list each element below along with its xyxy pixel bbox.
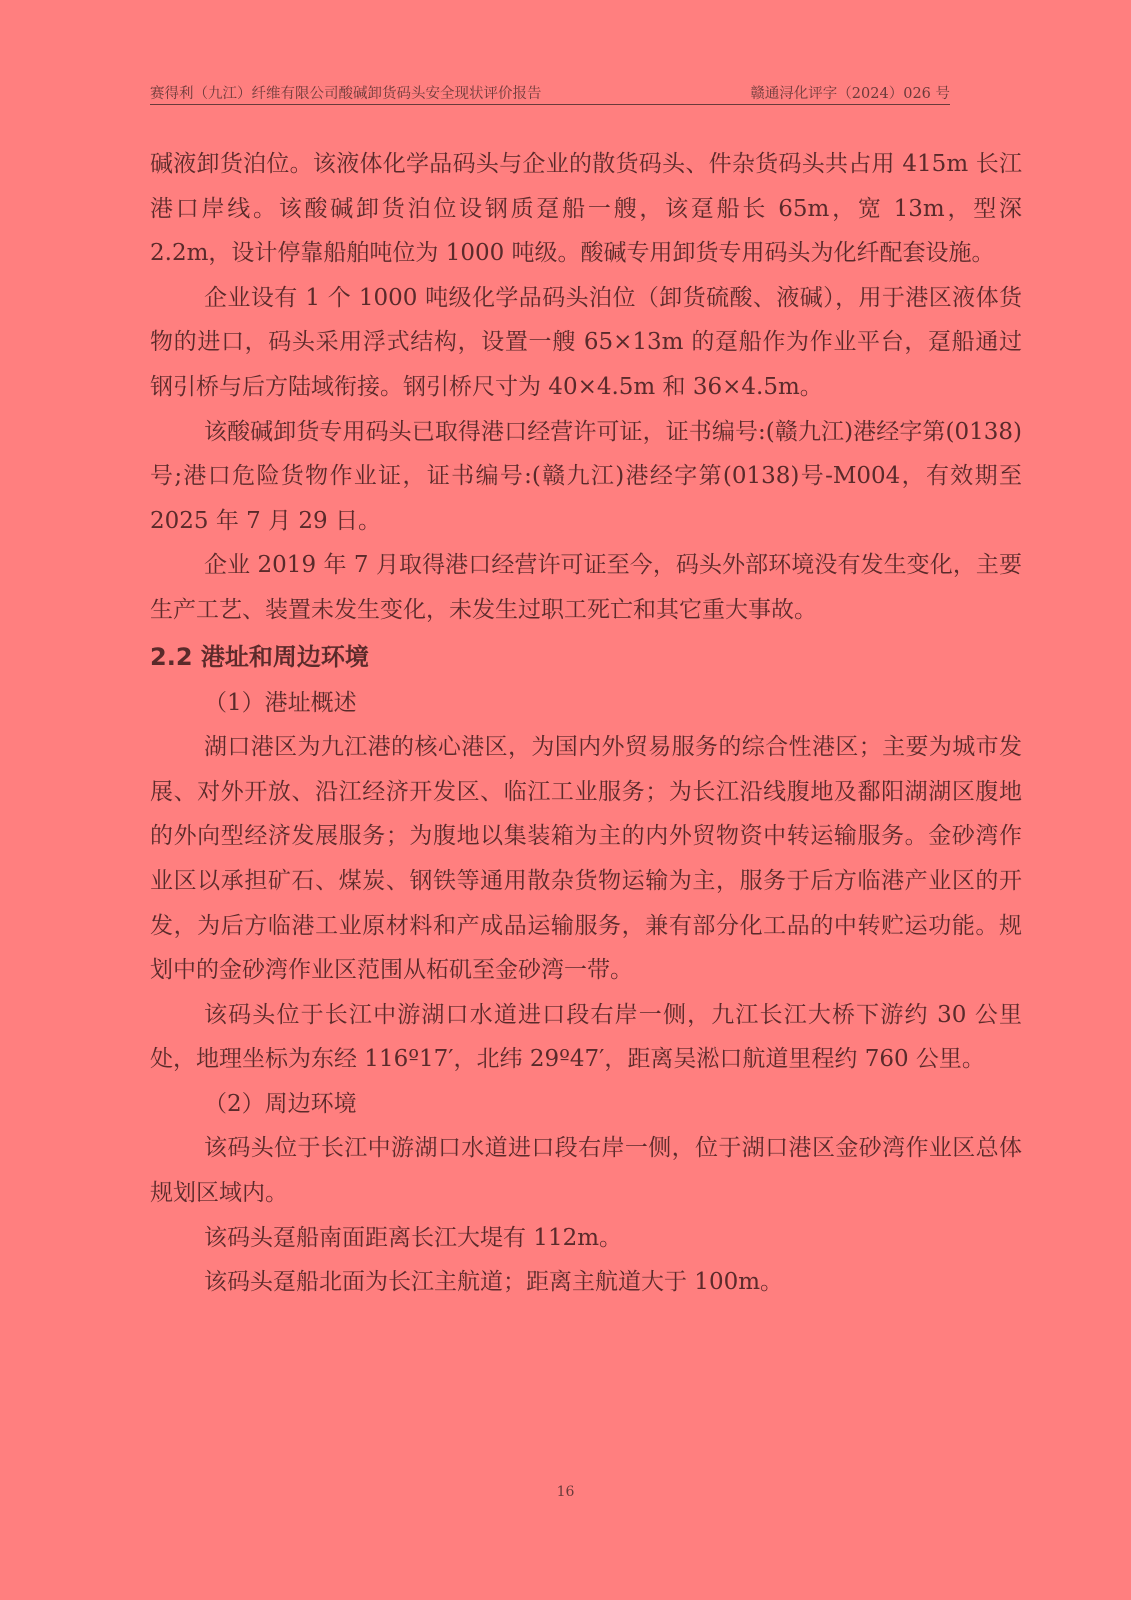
subheading-surroundings: （2）周边环境 <box>204 1090 357 1117</box>
header-report-number: 赣通浔化评字（2024）026 号 <box>750 86 950 102</box>
page-number: 16 <box>556 1484 575 1500</box>
page-header <box>150 80 950 105</box>
paragraph-surroundings-1: 该码头位于长江中游湖口水道进口段右岸一侧，位于湖口港区金砂湾作业区总体规划区域内。 <box>150 1135 1022 1207</box>
paragraph-berth: 企业设有 1 个 1000 吨级化学品码头泊位（卸货硫酸、液碱），用于港区液体货物的进口，码头采用浮式结构，设置一艘 65×13m 的趸船作为作业平台，趸船通过钢引桥与后方陆域衔接。钢引桥尺寸为 40×4.5m 和 36×4.5m。 <box>150 284 1022 400</box>
body-text <box>150 142 1022 1305</box>
paragraph-history: 企业 2019 年 7 月取得港口经营许可证至今，码头外部环境没有发生变化，主要生产工艺、装置未发生变化，未发生过职工死亡和其它重大事故。 <box>150 552 1022 623</box>
paragraph-location: 该码头位于长江中游湖口水道进口段右岸一侧，九江长江大桥下游约 30 公里处，地理坐标为东经 116º17′，北纬 29º47′，距离吴淞口航道里程约 760 公里。 <box>150 1001 1022 1073</box>
paragraph-license: 该酸碱卸货专用码头已取得港口经营许可证，证书编号:(赣九江)港经字第(0138)号;港口危险货物作业证，证书编号:(赣九江)港经字第(0138)号-M004，有效期至 2025 年 7 月 29 日。 <box>150 418 1022 534</box>
paragraph-surroundings-3: 该码头趸船北面为长江主航道；距离主航道大于 100m。 <box>204 1269 784 1296</box>
paragraph-surroundings-2: 该码头趸船南面距离长江大堤有 112m。 <box>204 1224 623 1251</box>
paragraph-continuation: 碱液卸货泊位。该液体化学品码头与企业的散货码头、件杂货码头共占用 415m 长江港口岸线。该酸碱卸货泊位设钢质趸船一艘，该趸船长 65m，宽 13m，型深 2.2m，设计停靠船舶吨位为 1000 吨级。酸碱专用卸货专用码头为化纤配套设施。 <box>150 151 1022 267</box>
paragraph-port-area: 湖口港区为九江港的核心港区，为国内外贸易服务的综合性港区；主要为城市发展、对外开放、沿江经济开发区、临江工业服务；为长江沿线腹地及鄱阳湖湖区腹地的外向型经济发展服务；为腹地以集装箱为主的内外贸物资中转运输服务。金砂湾作业区以承担矿石、煤炭、钢铁等通用散杂货物运输为主，服务于后方临港产业区的开发，为后方临港工业原材料和产成品运输服务，兼有部分化工品的中转贮运功能。规划中的金砂湾作业区范围从柘矶至金砂湾一带。 <box>150 734 1022 984</box>
subheading-site-overview: （1）港址概述 <box>204 689 357 716</box>
section-heading: 2.2 港址和周边环境 <box>150 642 369 671</box>
header-report-title: 赛得利（九江）纤维有限公司酸碱卸货码头安全现状评价报告 <box>150 86 542 102</box>
